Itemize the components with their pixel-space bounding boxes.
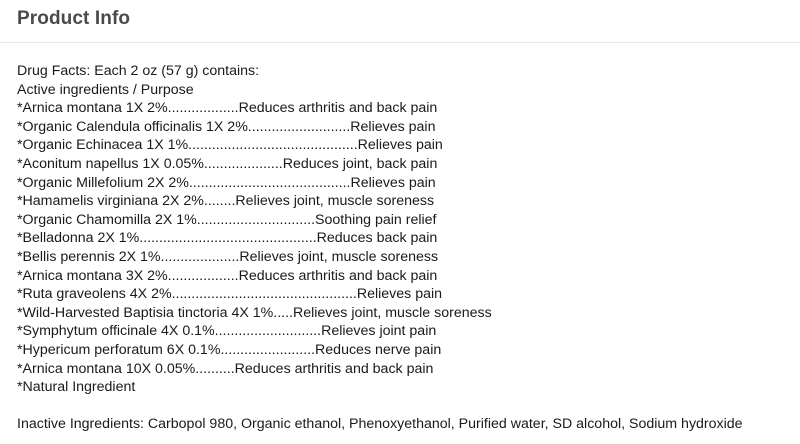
section-spacer xyxy=(17,397,787,416)
ingredient-line: *Arnica montana 10X 0.05%..........Reduces arthritis and back pain xyxy=(17,360,434,377)
inactive-ingredients: Inactive Ingredients: Carbopol 980, Organic ethanol, Phenoxyethanol, Purified water, SD alcohol, Sodium hydroxide xyxy=(17,416,743,433)
ingredient-line: *Organic Echinacea 1X 1%...........................................Relieves pain xyxy=(17,137,443,154)
ingredient-line: *Belladonna 2X 1%.............................................Reduces back pain xyxy=(17,230,438,247)
ingredient-line: *Wild-Harvested Baptisia tinctoria 4X 1%.....Relieves joint, muscle soreness xyxy=(17,304,492,321)
product-info-header xyxy=(0,0,800,43)
ingredient-line: *Hypericum perforatum 6X 0.1%........................Reduces nerve pain xyxy=(17,341,442,358)
ingredient-line: *Ruta graveolens 4X 2%...............................................Relieves pain xyxy=(17,286,443,303)
ingredient-line: *Aconitum napellus 1X 0.05%....................Reduces joint, back pain xyxy=(17,155,438,172)
ingredient-line: *Organic Millefolium 2X 2%.........................................Relieves pain xyxy=(17,174,436,191)
natural-ingredient-footnote: *Natural Ingredient xyxy=(17,379,136,396)
active-ingredients-heading: Active ingredients / Purpose xyxy=(17,81,194,98)
ingredient-line: *Organic Chamomilla 2X 1%..............................Soothing pain relief xyxy=(17,211,437,228)
page-title: Product Info xyxy=(17,8,131,29)
drug-facts-intro: Drug Facts: Each 2 oz (57 g) contains: xyxy=(17,63,260,79)
ingredient-line: *Arnica montana 1X 2%..................Reduces arthritis and back pain xyxy=(17,100,438,117)
ingredient-line: *Organic Calendula officinalis 1X 2%..........................Relieves pain xyxy=(17,118,436,135)
ingredient-line: *Arnica montana 3X 2%..................Reduces arthritis and back pain xyxy=(17,267,438,284)
ingredient-line: *Symphytum officinale 4X 0.1%...........................Relieves joint pain xyxy=(17,323,437,340)
ingredient-line: *Hamamelis virginiana 2X 2%........Relieves joint, muscle soreness xyxy=(17,193,435,210)
ingredient-line: *Bellis perennis 2X 1%....................Relieves joint, muscle soreness xyxy=(17,248,439,265)
product-info-body xyxy=(17,62,787,434)
